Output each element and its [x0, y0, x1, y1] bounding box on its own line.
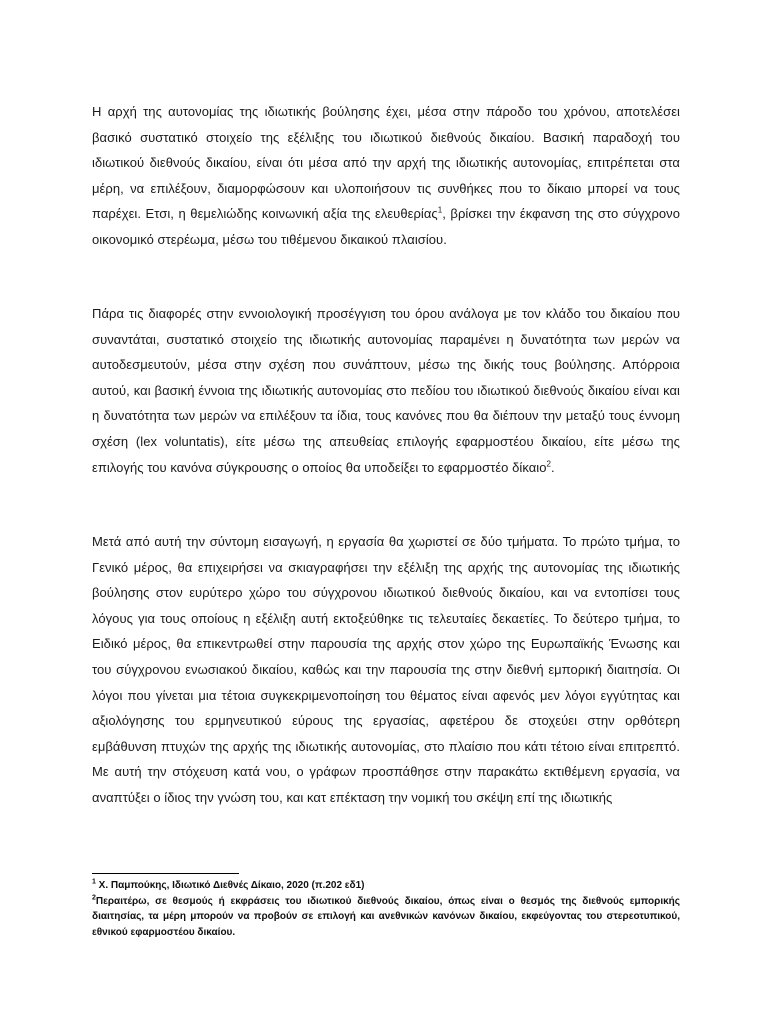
footnote-marker: 2 [92, 894, 96, 902]
footnote-ref-2[interactable]: 2 [546, 459, 552, 469]
paragraph-text: . [551, 459, 555, 475]
footnote-2 [92, 894, 680, 941]
paragraph-text: Πάρα τις διαφορές στην εννοιολογική προσέγγιση του όρου ανάλογα με τον κλάδο του δικαίου που συναντάται, συστατικό στοιχείο της ιδιωτικής αυτονομίας παραμένει η δυνατότητα των μερών να αυτοδεσμευτούν, μέσα στην σχέση που συνάπτουν, μέσω της δικής τους βούλησης. Απόρροια αυτού, και βασική έννοια της ιδιωτικής αυτονομίας στο πεδίου του ιδιωτικού διεθνούς δικαίου είναι και η δυνατότητα των μερών να επιλέξουν τα ίδια, τους κανόνες που θα διέπουν την μεταξύ τους έννομη σχέση (lex voluntatis), είτε μέσω της απευθείας επιλογής εφαρμοστέου δικαίου, είτε μέσω της επιλογής του κανόνα σύγκρουσης ο οποίος θα υποδείξει το εφαρμοστέο δίκαιο [92, 306, 680, 475]
footnotes [92, 878, 680, 940]
footnote-text: Περαιτέρω, σε θεσμούς ή εκφράσεις του ιδιωτικού διεθνούς δικαίου, όπως είναι ο θεσμός της διεθνούς εμπορικής διαιτησίας, τα μέρη μπορούν να προβούν σε επιλογή και ανεθνικών κανόνων δικαίου, εκφεύγοντας του στερεοτυπικού, εθνικού εφαρμοστέου δικαίου. [92, 895, 680, 938]
paragraph-2 [92, 301, 680, 480]
footnote-1 [92, 878, 680, 894]
paragraph-3 [92, 529, 680, 811]
paragraph-text: Μετά από αυτή την σύντομη εισαγωγή, η εργασία θα χωριστεί σε δύο τμήματα. Το πρώτο τμήμα, το Γενικό μέρος, θα επιχειρήσει να σκιαγραφήσει την εξέλιξη της αρχής της αυτονομίας της ιδιωτικής βούλησης στον ευρύτερο χώρο του σύγχρονου ιδιωτικού διεθνούς δικαίου, και να εντοπίσει τους λόγους για τους οποίους η εξέλιξη αυτή εκτοξεύθηκε τις τελευταίες δεκαετίες. Το δεύτερο τμήμα, το Ειδικό μέρος, θα επικεντρωθεί στην παρουσία της αρχής στον χώρο της Ευρωπαϊκής Ένωσης και του σύγχρονου ενωσιακού δικαίου, καθώς και την παρουσία της στην διεθνή εμπορική διαιτησία. Οι λόγοι που γίνεται μια τέτοια συγκεκριμενοποίηση του θέματος είναι αφενός μεν λόγοι εγγύτητας και αξιολόγησης του ερμηνευτικού εύρους της εργασίας, αφετέρου δε στοχεύει στην ορθότερη εμβάθυνση πτυχών της αρχής της ιδιωτικής αυτονομίας, στο πλαίσιο που κάτι τέτοιο είναι επιτρεπτό. Με αυτή την στόχευση κατά νου, ο γράφων προσπάθησε στην παρακάτω εκτιθέμενη εργασία, να αναπτύξει ο ίδιος την γνώση του, και κατ επέκταση την νομική του σκέψη επί της ιδιωτικής [92, 534, 680, 805]
footnote-separator [92, 873, 239, 874]
footnote-ref-1[interactable]: 1 [437, 206, 443, 216]
footnote-text: Χ. Παμπούκης, Ιδιωτικό Διεθνές Δίκαιο, 2020 (π.202 εδ1) [95, 880, 365, 891]
paragraph-text: Η αρχή της αυτονομίας της ιδιωτικής βούλησης έχει, μέσα στην πάροδο του χρόνου, αποτελέσει βασικό συστατικό στοιχείο της εξέλιξης του ιδιωτικού διεθνούς δικαίου. Βασική παραδοχή του ιδιωτικού διεθνούς δικαίου, είναι ότι μέσα από την αρχή της ιδιωτικής αυτονομίας, επιτρέπεται στα μέρη, να επιλέξουν, διαμορφώσουν και υλοποιήσουν τις συνθήκες που το δίκαιο μπορεί να τους παρέχει. Ετσι, η θεμελιώδης κοινωνική αξία της ελευθερίας [92, 104, 680, 222]
footnote-marker: 1 [92, 878, 96, 886]
paragraph-1 [92, 99, 680, 253]
paragraph-text: , βρίσκει την έκφανση της στο σύγχρονο οικονομικό στερέωμα, μέσω του τιθέμενου δικαικού πλαισίου. [92, 206, 680, 247]
